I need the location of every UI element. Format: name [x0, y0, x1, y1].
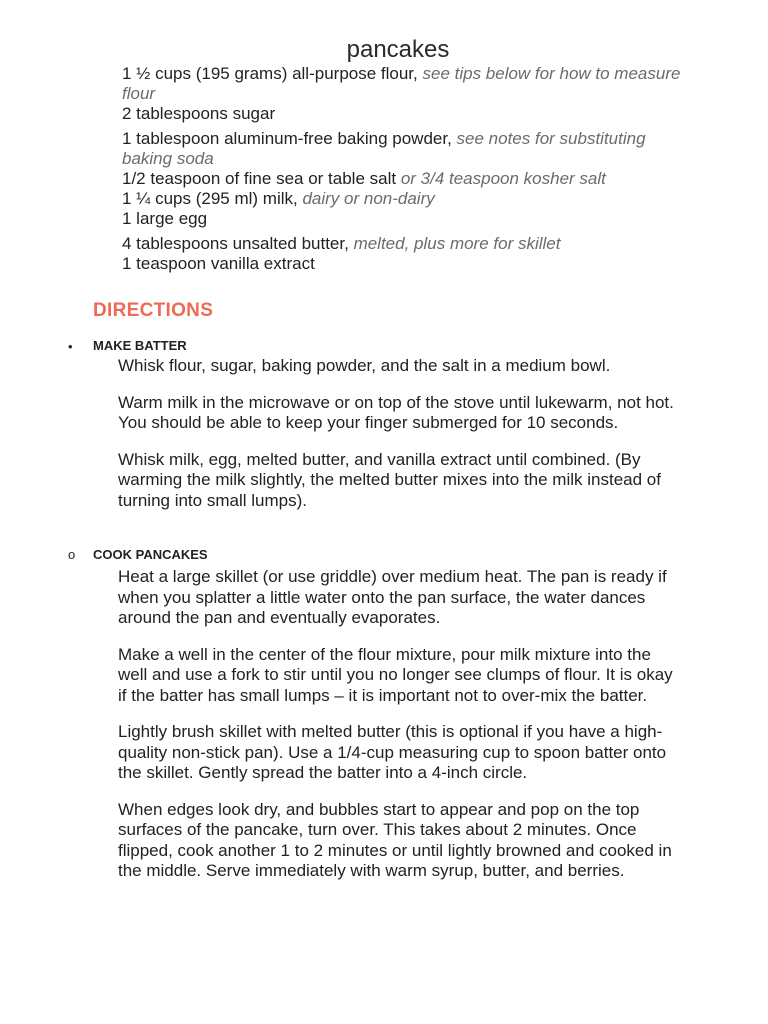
- ingredient-item: [122, 254, 682, 274]
- direction-step: Heat a large skillet (or use griddle) over medium heat. The pan is ready if when you splatter a little water onto the pan surface, the water dances around the pan and eventually evaporates.: [118, 567, 667, 627]
- ingredient-text: 1/2 teaspoon of fine sea or table salt: [122, 169, 401, 188]
- direction-step: Whisk milk, egg, melted butter, and vanilla extract until combined. (By warming the milk slightly, the melted butter mixes into the milk instead of turning into small lumps).: [118, 449, 661, 510]
- ingredient-note: see tips below for how to measure flour: [122, 64, 681, 103]
- direction-step: Make a well in the center of the flour mixture, pour milk mixture into the well and use a fork to stir until you no longer see clumps of flour. It is okay if the batter has small lumps – it is important not to over-mix the batter.: [118, 644, 673, 705]
- ingredient-list: [122, 64, 682, 274]
- ingredient-text: 1 tablespoon aluminum-free baking powder,: [122, 129, 457, 148]
- ingredient-item: [122, 64, 682, 104]
- section-label-cook-pancakes: COOK PANCAKES: [93, 547, 208, 562]
- ingredient-note: dairy or non-dairy: [302, 189, 435, 208]
- bullet-icon: •: [68, 339, 73, 354]
- ingredient-text: 1 ½ cups (195 grams) all-purpose flour,: [122, 64, 423, 83]
- section-label-make-batter: MAKE BATTER: [93, 338, 187, 353]
- ingredient-text: 4 tablespoons unsalted butter,: [122, 234, 354, 253]
- cook-pancakes-steps: [118, 567, 678, 898]
- ingredient-text: 1 ¼ cups (295 ml) milk,: [122, 189, 303, 208]
- ingredient-item: [122, 129, 682, 169]
- circle-bullet-icon: o: [68, 547, 76, 562]
- ingredient-item: [122, 189, 682, 209]
- page-title: pancakes: [346, 36, 450, 63]
- direction-step: Lightly brush skillet with melted butter (this is optional if you have a high-quality non-stick pan). Use a 1/4-cup measuring cup to spoon batter onto the skillet. Gently spread the batter into a 4-inch circle.: [118, 722, 667, 782]
- ingredient-note: or 3/4 teaspoon kosher salt: [400, 169, 606, 188]
- ingredient-text: 1 teaspoon vanilla extract: [122, 254, 315, 273]
- directions-heading: DIRECTIONS: [93, 300, 214, 321]
- make-batter-steps: [118, 356, 678, 527]
- direction-step: Warm milk in the microwave or on top of the stove until lukewarm, not hot. You should be able to keep your finger submerged for 10 seconds.: [118, 392, 674, 432]
- ingredient-note: melted, plus more for skillet: [353, 234, 561, 253]
- ingredient-item: [122, 234, 682, 254]
- ingredient-note: see notes for substituting baking soda: [122, 129, 646, 168]
- direction-step: Whisk flour, sugar, baking powder, and the salt in a medium bowl.: [118, 356, 611, 375]
- ingredient-text: 2 tablespoons sugar: [122, 104, 276, 123]
- direction-step: When edges look dry, and bubbles start to appear and pop on the top surfaces of the pancake, turn over. This takes about 2 minutes. Once flipped, cook another 1 to 2 minutes or until lightly browned and cooked in the middle. Serve immediately with warm syrup, butter, and berries.: [118, 799, 672, 880]
- ingredient-item: [122, 104, 682, 124]
- ingredient-item: [122, 209, 682, 229]
- ingredient-item: [122, 169, 682, 189]
- ingredient-text: 1 large egg: [122, 209, 208, 228]
